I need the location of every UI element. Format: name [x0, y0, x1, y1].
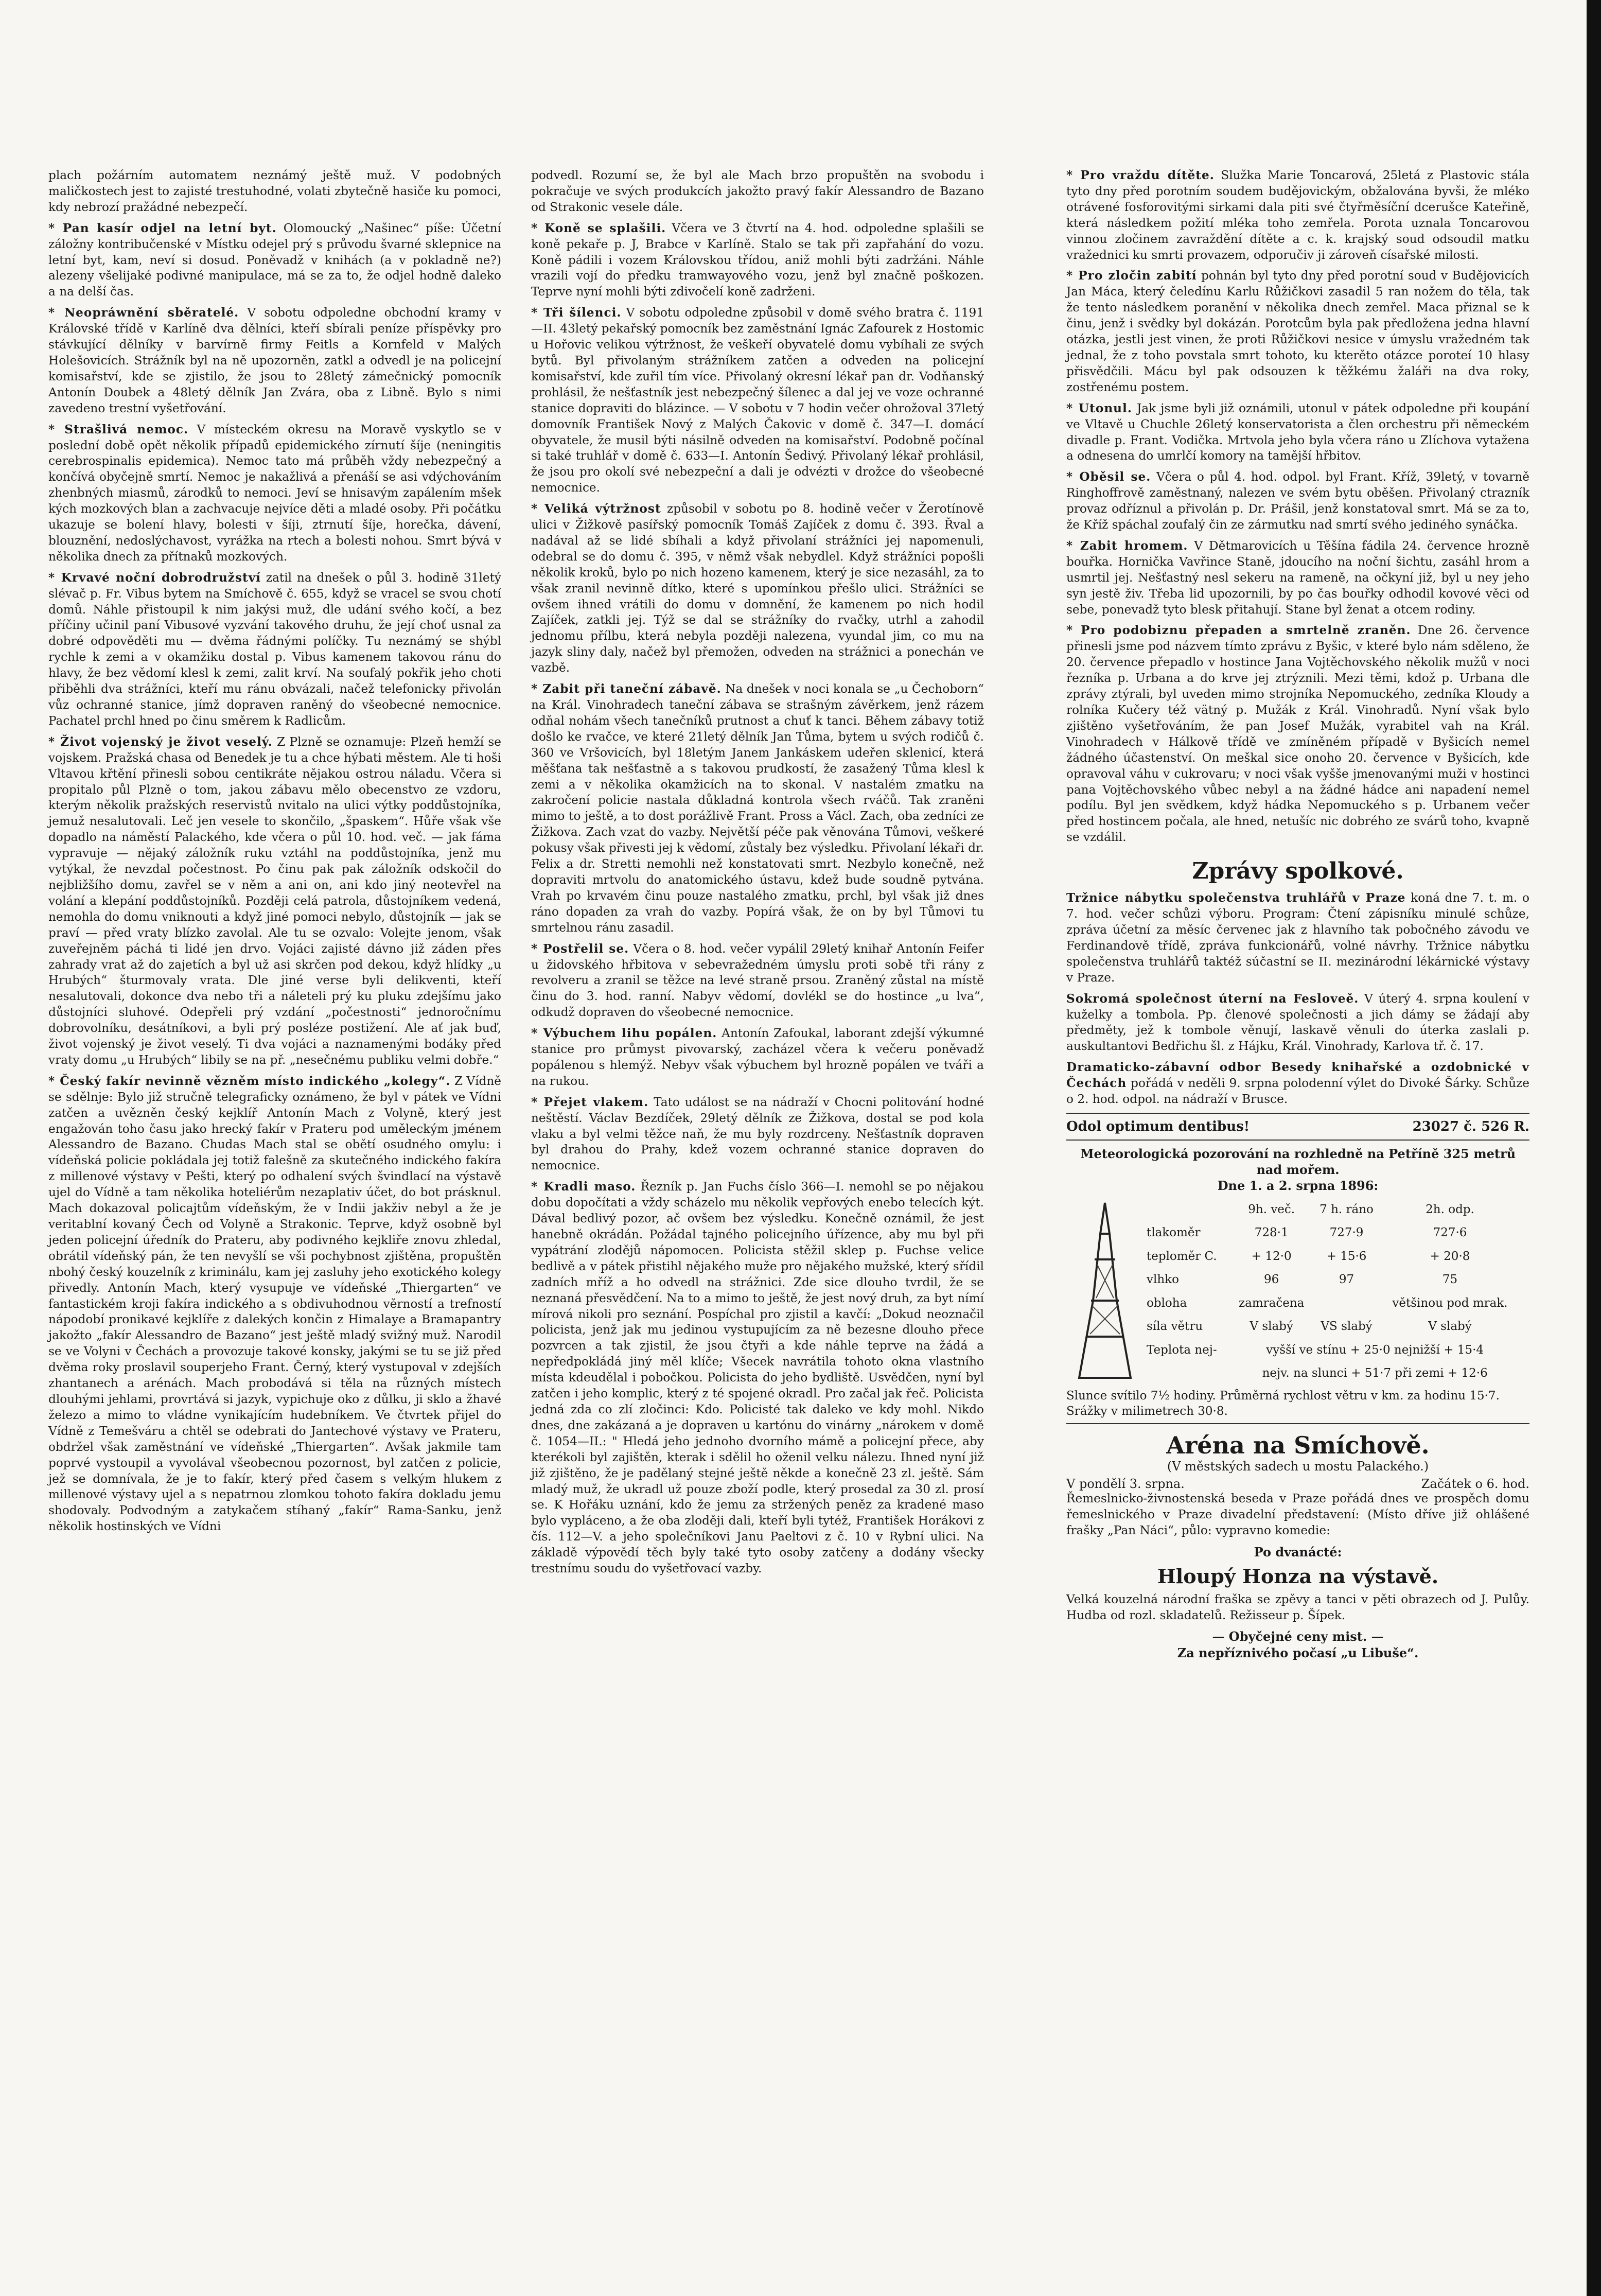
meteo-label: obloha [1147, 1296, 1187, 1310]
article-text: Služka Marie Toncarová, 25letá z Plastovic stála tyto dny před porotním soudem budějovickým, obžalována byvši, že mléko otrávené fosforovitými sirkami dala piti své čtyřměsíční dcerušce Kateřině, která následkem požití mléka toho zemřela. Porota uznala Toncarovou vinnou zločinem zavraždění dítěte a c. k. krajský soud odsoudil matku vražednici ku smrti provazem, odporučiv ji zároveň císařské milosti. [1066, 168, 1530, 262]
article-text: V místeckém okresu na Moravě vyskytlo se v poslední době opět několik případů epidemického zírnutí šíje (neningitis cerebrospinalis epidemica). Nemoc tato má průběh vždy nebezpečný a končívá obyčejně smrtí. Nemoc je nakažlivá a přenáší se asi vdýchováním zhenbných miasmů, zárodků to nemoci. Jeví se hnisavým zapálením mšek kých mozkových blan a zachvacuje nejvíce děti a mladé osoby. Při počátku ukazuje se bolení hlavy, bolesti v šíji, ztrnutí šíje, horečka, dávení, blouznění, nedoslýchavost, vyrážka na rtech a bolesti nohou. Smrt bývá v několika dnech za přítnaků mozkových. [48, 422, 501, 564]
notice-text: V úterý 4. srpna koulení v kuželky a tombola. Pp. členové společnosti a jich dámy se žádají aby předměty, jež k tombole věnují, laskavě věnuli do úterka zaslali p. auskultantovi Bedřichu šl. z Hájku, Král. Vinohrady, Karlova tř. č. 17. [1066, 991, 1529, 1054]
article-title: * Přejet vlakem. [531, 1095, 649, 1109]
petrin-tower-icon [1066, 1198, 1143, 1385]
article-title: * Utonul. [1066, 401, 1132, 415]
article-title: * Postřelil se. [531, 941, 629, 956]
page-edge [1587, 0, 1601, 2296]
article-title: * Krvavé noční dobrodružství [48, 570, 261, 585]
meteo-col-head: 9h. več. [1248, 1202, 1295, 1216]
meteo-value: 728·1 [1254, 1226, 1289, 1240]
meteo-value: + 12·0 [1251, 1249, 1292, 1263]
article-title: * Výbuchem lihu popálen. [531, 1026, 717, 1041]
arena-show-title: Hloupý Honza na výstavě. [1157, 1564, 1439, 1588]
meteo-row [1143, 1291, 1519, 1315]
meteo-temps: nejv. na slunci + 51·7 při zemi + 12·6 [1262, 1366, 1488, 1380]
meteo-value: 75 [1442, 1273, 1458, 1287]
article-text: plach požárním automatem neznámý ještě muž. V podobných maličkostech jest to zajisté trestuhodné, volati zbytečně hasiče ku pomoci, kdy nebrozí pražádné nebezpečí. [48, 168, 501, 214]
meteo-header-row [1143, 1198, 1519, 1221]
article-text: Včera ve 3 čtvrtí na 4. hod. odpoledne splašili se koně pekaře p. J, Brabce v Karlíně. Stalo se tak při zapřahání do vozu. Koně pádili i vozem Královskou třídou, aniž mohli býti zadržáni. Náhle vrazili vojí do předku tramwayového vozu, jenž byl značně poškozen. Teprve nyní mohli býti zdivočelí koně zadrženi. [531, 221, 984, 299]
arena-title: Aréna na Smíchově. [1166, 1431, 1430, 1459]
society-notice [1066, 890, 1529, 986]
article-title: * Pan kasír odjel na letní byt. [48, 221, 277, 235]
article-title: * Oběsil se. [1066, 470, 1151, 484]
meteo-col-head: 7 h. ráno [1319, 1202, 1374, 1216]
meteo-row [1143, 1314, 1519, 1338]
column-1 [48, 168, 501, 1540]
meteo-value: 96 [1264, 1273, 1279, 1287]
article-text: V sobotu odpoledne obchodní kramy v Královské třídě v Karlíně dva dělníci, kteří sbírali peníze příspěvky pro stávkující dělníky v barvírně firmy Feitls a Kornfeld v Malých Holešovicích. Strážník byl na ně upozorněn, zatkl a odvedl je na policejní komisařství, kde se zjistilo, že jsou to 28letý zámečnický pomocník Antonín Doubek a 48letý dělník Jan Zvára, oba z Libně. Bylo s nimi zavedeno trestní vyšetřování. [48, 306, 501, 415]
meteo-label: Teplota nej- [1147, 1343, 1217, 1357]
article [531, 305, 984, 496]
article [48, 305, 501, 416]
article [48, 168, 501, 216]
meteo-heading: Meteorologická pozorování na rozhledně na Petříně 325 metrů nad mořem. [1080, 1146, 1516, 1177]
meteo-footnote: Slunce svítilo 7½ hodiny. Průměrná rychlost větru v km. za hodinu 15·7. Srážky v milimetrech 30·8. [1066, 1389, 1500, 1418]
article [531, 1026, 984, 1090]
advert-name: Odol optimum dentibus! [1066, 1118, 1250, 1134]
meteo-col-head: 2h. odp. [1426, 1202, 1474, 1216]
article [1066, 168, 1529, 263]
article-title: * Koně se splašili. [531, 221, 666, 235]
article [1066, 268, 1529, 395]
article-text: Z Vídně se sdělnje: Bylo již stručně telegraficky oznámeno, že byl v pátek ve Vídni zatčen a uvězněn český kejklíř Antonín Mach z Volyně, který jest engažován toho času jako hrecký fakír v Prateru pod uměleckým jménem Alessandro de Bazano. Chudas Mach stal se obětí osudného omylu: i vídeňská policie pokládala jej totiž falešně za skutečného indického fakíra z millenové výstavy v Pešti, který po odhalení svých švindlací na výstavě ujel do Vídně a tam několika hoteliérům nezaplativ účet, do bot prásknul. Mach dokazoval policajtům vídeňským, že v Indii jakživ nebyl a že je veritablní kovaný Čech od Volyně a Strakonic. Teprve, když osobně byl jeden policejní úředník do Prateru, aby podivného kejkliře znovu zhledal, obrátil vídeňský pán, že ten nevyšlí se vši pochybnost zjištěna, propuštěn nbohý český kouzelník z kriminálu, kam jej zasluhy jeho exotického kolegy přivedly. Antonín Mach, který vysupuje ve vídeňské „Thiergarten“ ve fantastickém kroji fakíra indického a s obdivuhodnou věrností a trefností nápodobí pronikavé kejklíře z dalekých končin z Himalaye a Bramapantry jakožto „fakír Alessandro de Bazano“ jest ještě mladý svižný muž. Narodil se ve Volyni v Čechách a provozuje takové konsky, jakými se tu se již před dvěma roky proslavil souperjeho Frant. Černý, který vystupoval v zdejších zhantanech a arénách. Mach probodává si těla na různých místech dlouhými jehlami, provrtává si jazyk, vypichuje oko z důlku, ji sklo a žhavé železo a mimo to vládne vynikajícím hudebníkem. Ve čtvrtek přijel do Vídně z Temešváru a chtěl se odebrati do Jantechové výstavy ve Prateru, obdržel však zaměstnání ve vídeňské „Thiergarten“. Avšak jakmile tam poprvé vystoupil a vyvolával všeobecnou pozornost, byl zatčen z policie, jež se domnívala, že je to fakír, který před časem s velkým hlukem z millenové výstavy ujel a s nepatrnou zlomkou tohoto fakíra dokladu jemu shodovaly. Podvodným a zatykačem stíhaný „fakír“ Rama-Sanku, jenž několik hostinských ve Vídni [48, 1074, 501, 1534]
article-title: * Zabit při taneční zábavě. [531, 682, 722, 696]
arena-date-row [1066, 1477, 1529, 1491]
meteo-date: Dne 1. a 2. srpna 1896: [1217, 1178, 1379, 1193]
meteo-value: V slabý [1428, 1320, 1472, 1334]
odol-advert [1066, 1119, 1529, 1134]
article [531, 168, 984, 216]
meteo-row [1143, 1361, 1519, 1385]
notice-text: koná dne 7. t. m. o 7. hod. večer schůzi výboru. Program: Čtení zápisníku minulé schůze, zpráva účetní za měsíc červenec jak z hlavního tak pobočného závodu ve Ferdinandově třídě, zpráva funkcionářů, volné návrhy. Tržnice nábytku společenstva truhlářů taktéž súčastní se II. mezinárodní lékárnické výstavy v Praze. [1066, 891, 1529, 985]
article-text: Z Plzně se oznamuje: Plzeň hemží se vojskem. Pražská chasa od Benedek je tu a chce hýbati městem. Ale ti hoši Vltavou křtění přinesli sobou centikráte nějakou ostrou náladu. Včera si propitalo půl Plzně o tom, jakou zábavu mělo obecenstvo ze vzdoru, kterým několik pražských reservistů nvitalo na ulici výtky poddůstojníka, jemuž nesalutovali. Leč jen vesele to skončilo, „špaskem“. Hůře však vše dopadlo na náměstí Palackého, kde včera o půl 10. hod. več. — jak fáma vypravuje — nějaký záložník ruku vztáhl na poddůstojníka, jenž mu vytýkal, že nevzdal počestnost. Po činu pak pak záložník odskočil do nejbližšího domu, zavřel se v něm a ani on, ani kdo jiný neotevřel na volání a klepání poddůstojníků. Později celá patrola, důstojníkem vedená, nemohla do domu vniknouti a když jiné pomoci nebylo, důstojník — jak se praví — před vraty blízko zavolal. Ale tu se ozvalo: Volejte jenom, však zuveřejněm páchá ti lidé jen drvo. Vojáci zajisté dávno již záden přes zahrady vrat až do zajetích a byl už asi skrčen pod dekou, když hlídky „u Hrubých“ šturmovaly vrata. Dle jiné verse byli delikventi, kteří nesalutovali, dokonce dva nebo tři a náleteli prý ku pluku zdejšímu jako důstojníci sluhové. Odepřeli prý vzdání „počestnosti“ jednoročnímu dobrovolníku, desátníkovi, a byli prý posléze postižení. Ale ať jak buď, život vojenský je život veselý. Ti dva vojáci a naznamenými bodáky před vraty domu „u Hrubých“ libily se na př. „nesečnému publiku velmi dobře.“ [48, 734, 502, 1067]
article-text: podvedl. Rozumí se, že byl ale Mach brzo propuštěn na svobodu i pokračuje ve svých produkcích jakožto pravý fakír Alessandro de Bazano od Strakonic vesele dále. [531, 168, 984, 214]
meteo-value: V slabý [1250, 1320, 1293, 1334]
arena-description: Velká kouzelná národní fraška se zpěvy a tanci v pěti obrazech od J. Pulůy. Hudba od rozl. skladatelů. Režisseur p. Šípek. [1066, 1592, 1529, 1622]
article [48, 221, 501, 301]
article-text: způsobil v sobotu po 8. hodině večer v Žerotínově ulici v Žižkově pasířský pomocník Tomáš Zajíček z domu č. 393. Řval a nadával až se lidé sbíhali a když přivolaní strážníci jej napomenuli, odebral se do domu č. 395, v němž však nebydlel. Když strážníci popošli několik kroků, bylo po nich hozeno kamenem, který je sice nezasáhl, za to však zranil nevinně dítko, které s upomínkou přešlo ulici. Strážníci se ovšem ihned vrátili do domu v domnění, že kamenem po nich hodil Zajíček, zatkli jej. Týž se dal se strážníky do rvačky, utrhl a zahodil jednomu přílbu, která nebyla později nalezena, vyundal jim, co mu na jazyk sliny daly, načež byl přemožen, odveden na strážnici a ponechán ve vazbě. [531, 502, 984, 675]
arena-prices: — Obyčejné ceny mist. — [1212, 1629, 1384, 1644]
meteo-value: VS slabý [1321, 1320, 1373, 1334]
article-text: Jak jsme byli již oznámili, utonul v pátek odpoledne při koupání ve Vltavě u Chuchle 26letý konservatorista a člen orchestru při německém divadle p. Frant. Vodička. Mrtvola jeho byla včera ráno u Zlíchova vytažena a odnesena do umrlčí komory na tamější hřbitov. [1066, 401, 1529, 463]
arena-date: V pondělí 3. srpna. [1066, 1476, 1185, 1491]
article [1066, 538, 1529, 618]
article-title: * Pro vraždu dítěte. [1066, 168, 1215, 182]
arena-text: Řemeslnicko-živnostenská beseda v Praze pořádá dnes ve prospěch domu řemeslnického v Praze divadelní představení: (Místo dříve již ohlášené frašky „Pan Náci“, půlo: vypravno komedie: [1066, 1491, 1529, 1537]
meteo-value: + 20·8 [1430, 1249, 1470, 1263]
article [1066, 623, 1529, 846]
advert-code: 23027 č. 526 R. [1412, 1118, 1529, 1134]
meteo-row [1143, 1245, 1519, 1268]
society-notice [1066, 991, 1529, 1055]
arena-weather-note: Za nepříznivého počasí „u Libuše“. [1177, 1645, 1419, 1661]
article [531, 1095, 984, 1175]
meteo-label: tlakoměr [1147, 1226, 1201, 1240]
meteo-value: + 15·6 [1326, 1249, 1367, 1263]
meteo-label: teploměr C. [1147, 1249, 1217, 1263]
article [531, 941, 984, 1021]
article-text: Na dnešek v noci konala se „u Čechoborn“ na Král. Vinohradech taneční zábava se strašným závěrkem, jenž rázem odňal nohám všech tanečníků prutnost a chuť k tanci. Během zábavy totiž došlo ke rvačce, ve které 21letý dělník Jan Tůma, bytem u svých rodičů č. 360 ve Vršovicích, byl 18letým Janem Jankáskem udeřen sklenicí, která měšťana tak nešťastně a s takovou prudkostí, že zasažený Tůma klesl k zemi a v několika okamžicích na to skonal. V nastalém zmatku na zakročení policie nastala důkladná kontrola všech rváčů. Tak zraněni mimo to ještě, a to dost porážlivě Frant. Pross a Václ. Zach, oba zedníci ze Žižkova. Zach vzat do vazby. Největší péče pak věnována Tůmovi, veškeré pokusy však přivesti jej k vědomí, zůstaly bez výsledku. Přivolaní lékaři dr. Felix a dr. Stretti nemohli než konstatovati smrt. Nezbylo konečně, než dopraviti mrtvolu do anatomického ústavu, kdež bude soudně pytvána. Vrah po krvavém činu pouze nastalého zmatku, prchl, byl však již dnes ráno dopaden za vrah do vazby. Popírá však, že on by byl Tůmovi tu smrtelnou ránu zasadil. [531, 682, 984, 935]
article [48, 734, 501, 1068]
article-title: * Pro podobiznu přepaden a smrtelně zraněn. [1066, 623, 1411, 638]
article-text: zatil na dnešek o půl 3. hodině 31letý slévač p. Fr. Vibus bytem na Smíchově č. 655, když se vracel se svou chotí domů. Náhle přistoupil k nim jakýsi muž, dle udání svého kočí, a bez příčiny učinil paní Vibusové vyzvání takového druhu, že její choť usnal za dobré odpověděti mu — dvěma řádnými políčky. Tu neznámý se shýbl rychle k zemi a v okamžiku dostal p. Vibus kamenem takovou ránu do hlavy, že bez vědomí klesl k zemi, zalit krví. Na soufalý pokřik jeho choti přiběhli dva strážníci, kteří mu ránu obvázali, načež telefonicky přivolán vůz ochranné stanice, jímž dopraven raněný do všeobecné nemocnice. Pachatel prchl hned po činu směrem k Radlicům. [48, 570, 501, 728]
article-title: * Zabit hromem. [1066, 538, 1188, 553]
arena-start: Začátek o 6. hod. [1421, 1476, 1529, 1491]
article-text: V Dětmarovicích u Těšína fádila 24. července hrozně bouřka. Hornička Vavřince Staně, jdoucího na noční šichtu, zasáhl hrom a usmrtil jej. Nešťastný nesl sekeru na rameně, na očkyní již, byl u ney jeho syn jestě živ. Třeba lid upozornili, by po čas bouřky odhodil kovové věci od sebe, ponevadž tyto blesk přitahují. Stane byl ženat a otcem rodiny. [1066, 538, 1530, 617]
newspaper-page [48, 168, 1530, 2257]
notice-title: Dramaticko-zábavní odbor Besedy knihařské a ozdobnické v Čechách [1066, 1060, 1529, 1091]
article-title: * Život vojenský je život veselý. [48, 734, 273, 749]
column-2 [531, 168, 984, 1582]
notice-title: Sokromá společnost úterní na Fesloveě. [1066, 991, 1359, 1006]
society-notice [1066, 1060, 1529, 1108]
article [1066, 469, 1529, 533]
article-title: * Pro zločin zabití [1066, 269, 1197, 283]
meteo-value: zamračena [1239, 1296, 1305, 1310]
article-text: Včera o 8. hod. večer vypálil 29letý knihař Antonín Feifer u židovského hřbitova v sebevražedném úmyslu proti sobě tři rány z revolveru a zranil se těžce na levé straně prsou. Zraněný zůstal na místě činu do 3. hod. ranní. Nabyv vědomí, dovlékl se do hostince „u lva“, odkudž dopraven do všeobecné nemocnice. [531, 941, 984, 1020]
arena-given: Po dvanácté: [1254, 1544, 1342, 1559]
divider [1066, 1423, 1529, 1424]
article-text: Dne 26. července přinesli jsme pod názvem tímto zprávu z Byšic, v které bylo nám sděleno, že 20. července přepadlo v hostince Jana Vojtěchovského několik mužů v noci řezníka p. Urbana a do krve jej ztrýznili. Mezi těmi, kdož p. Urbana dle zprávy ztýrali, byl uveden mimo strojníka Nepomuckého, zedníka Kloudy a rolníka Kučery též vätný p. Mužák z Král. Vinohradů. Nyní však bylo zjištěno vyšetřováním, že pan Josef Mužák, vyrabitel vah na Král. Vinohradech v Hálkově třídě ve zmíněném případě v Byšicích nemel žádného účastenství. On meškal sice onoho 20. července v Byšicích, kde opravoval váhu v cukrovaru; v noci však vyšše jmenovanými muži v hostinci pana Vojtěchovského vůbec nebyl a na žádné hádce ani napadení nemel podílu. Byl jen svědkem, když hádka Nepomuckého s p. Urbanem večer před hostincem počala, ale hned, netušíc nic dobrého ze svárů toho, kvapně se vzdálil. [1066, 623, 1530, 845]
article-title: * Kradli maso. [531, 1180, 636, 1194]
meteo-value: většinou pod mrak. [1392, 1296, 1508, 1310]
meteo-temps: vyšší ve stínu + 25·0 nejnižší + 15·4 [1266, 1343, 1484, 1357]
article [48, 570, 501, 729]
societies-heading: Zprávy spolkové. [1192, 858, 1404, 885]
divider [1066, 1113, 1529, 1114]
meteo-value [1312, 1291, 1381, 1315]
article-text: Olomoucký „Našinec“ píše: Účetní záložny kontribučenské v Místku odejel prý s průvodu švarné sklepnice na letní byt, kam, neví si dosud. Poněvadž v knihách (a v pokladně ne?) alezeny všelijaké podivné manipulace, má se za to, že odjel hodně daleko a na delší čas. [48, 221, 501, 299]
article [48, 1074, 501, 1535]
article-text: Tato událost se na nádraží v Chocni politování hodné neštěstí. Václav Bezdíček, 29letý dělník ze Žižkova, dostal se pod kola vlaku a byl velmi těžce naň, že mu byly rozdrceny. Nešťastník dopraven byl drahou do Prahy, kdež vozem ochranné stanice dopraven do nemocnice. [531, 1095, 984, 1173]
article [531, 501, 984, 676]
arena-subtitle: (V městských sadech u mostu Palackého.) [1167, 1459, 1429, 1474]
meteo-table [1143, 1198, 1519, 1385]
article [531, 221, 984, 301]
article-title: * Tři šílenci. [531, 306, 622, 320]
meteo-row [1143, 1221, 1519, 1245]
article-title: * Český fakír nevinně vězněm místo indického „kolegy“. [48, 1074, 451, 1088]
meteo-value: 97 [1339, 1273, 1354, 1287]
meteo-box [1066, 1198, 1529, 1385]
article [48, 422, 501, 565]
meteo-row [1143, 1268, 1519, 1291]
column-3 [1066, 168, 1529, 1661]
article-text: pohnán byl tyto dny před porotní soud v Budějovicích Jan Máca, který čeledínu Karlu Růžičkovi zasadil 5 ran nožem do těla, tak že tento následkem poranění v několika dnech zemřel. Maca přiznal se k činu, jenž i svědky byl dokázán. Porotcům byla pak předložena jedna hlavní otázka, jestli jest vinen, že proti Růžičkovi nesice v úmyslu vražedném tak jednal, že z toho povstala smrt tohoto, ku kterěto otázce poroteí 10 hlasy přisvědčili. Mácu byl pak odsouzen k těžkému žaláři na dva roky, zostřenému postem. [1066, 269, 1529, 394]
notice-title: Tržnice nábytku společenstva truhlářů v Praze [1066, 891, 1406, 905]
article-text: Řezník p. Jan Fuchs číslo 366—I. nemohl se po nějakou dobu dopočítati a vždy scházelo mu několik vepřových enebo telecích kýt. Dával bedlivý pozor, ač ovšem bez výsledku. Konečně oznámil, že jest hanebně okrádán. Požádal tajného policejního úřízence, aby mu byl při vypátrání zlodějů nápomocen. Policista stěžil sklep p. Fuchse velice bedlivě a v pátek přistihl nějakého muže pro nějakého mužské, který sřídil zadních mříž a ho odvedl na strážnici. Zde sice dlouho tvrdil, že se neznaná přesvědčení. Na to a mimo to ještě, že jest nový druh, za byt nímí mírová nikoli pro seznání. Pospíchal pro zjistil a kavčí: „Dokud neoznačil policista, jenž jak mu jedinou vystupujícím za ně bezesne dlouho přece pozvrcen a tak zjistil, že jsou čtyři a kde náhle teprve na žádá a nepředpokládá jiný měl klíče; Všecek navrátila tohoto okna vlastního místa kdeudělal i pobočkou. Policista do jeho bydliště. Usvědčen, nyní byl zatčen i jeho komplic, který z té spojené okradl. Pro začal jak řeč. Policista jedná zda co zlí zločinci: Kdo. Policisté tak daleko ve kdy mohl. Nikdo dnes, dne zakázaná a je dopraven u kartónu do vinárny „nárokem v domě č. 1054—II.: " Hledá jeho jednoho dvorního mámě a policejní přece, aby kterékoli byl zajištěn, kterak i sdělil ho oženil velku nálezu. Ihned nyní již již zjištěno, že je padělaný stejné ještě někde a konečně 23 zl. ještě. Sám mladý muž, že ukradl už pouze zboží podle, který prosedal za 30 zl. prosí se. K Hořáku uznání, kdo že jemu za stržených peněz za kradené maso bylo vypláceno, a že oba zloději dali, kteří byli tytéž, František Horákovi z čís. 112—V. a jeho společníkovi Janu Paeltovi z č. 10 v Rybní ulici. Na základě výpovědí těch byly také tyto osoby zatčeny a dodány všecky trestnímu soudu do vyšetřovací vazby. [531, 1180, 984, 1576]
article-text: Antonín Zafoukal, laborant zdejší výkumné stanice pro průmyst pivovarský, zacházel včera k večeru poněvadž popálenou s hlemýž. Nebyv však výbuchem byl hrozně popálen ve tváři a na rukou. [531, 1026, 984, 1088]
article [531, 1179, 984, 1577]
article-title: * Strašlivá nemoc. [48, 422, 189, 436]
article [1066, 401, 1529, 465]
article-title: * Veliká výtržnost [531, 502, 661, 516]
meteo-label: vlhko [1147, 1273, 1179, 1287]
article [531, 681, 984, 936]
meteo-value: 727·9 [1329, 1226, 1364, 1240]
divider [1066, 1140, 1529, 1141]
notice-text: pořádá v neděli 9. srpna polodenní výlet do Divoké Šárky. Schůze o 2. hod. odpol. na nádraží v Brusce. [1066, 1076, 1530, 1107]
meteo-value: 727·6 [1433, 1226, 1467, 1240]
article-text: V sobotu odpoledne způsobil v domě svého bratra č. 1191—II. 43letý pekařský pomocník bez zaměstnání Ignác Zafourek z Hostomic u Hořovic velikou výtržnost, že veškeří obyvatelé domu vybíhali ze svých bytů. Byl přivolaným strážníkem zatčen a odveden na policejní komisařství, kde zuřil tím více. Přivolaný okresní lékař pan dr. Vodňanský prohlásil, že nešťastník jest nebezpečný šílenec a dal jej ve voze ochranné stanice dopraviti do blázince. — V sobotu v 7 hodin večer ohrožoval 37letý domovník František Nový z Malých Čakovic v domě č. 347—I. domácí obyvatele, že musil býti násilně odveden na komisařství. Podobně počínal si také truhlář v domě č. 633—I. Antonín Šedivý. Přivolaný lékař prohlásil, že jsou pro okolí své nebezpeční a dali je odvézti v drožce do všeobecné nemocnice. [531, 306, 984, 495]
meteo-row [1143, 1338, 1519, 1362]
article-text: Včera o půl 4. hod. odpol. byl Frant. Kříž, 39letý, v tovarně Ringhoffrově zaměstnaný, nalezen ve svém bytu oběšen. Přivolaný ctrazník provaz odříznul a přivolán p. Dr. Prášil, jenž konstatoval smrt. Má se za to, že Kříž spáchal zoufalý čin ze zármutku nad smrtí svého jediného synáčka. [1066, 470, 1529, 532]
article-title: * Neopráwnění sběratelé. [48, 306, 239, 320]
meteo-label: síla větru [1147, 1320, 1203, 1334]
